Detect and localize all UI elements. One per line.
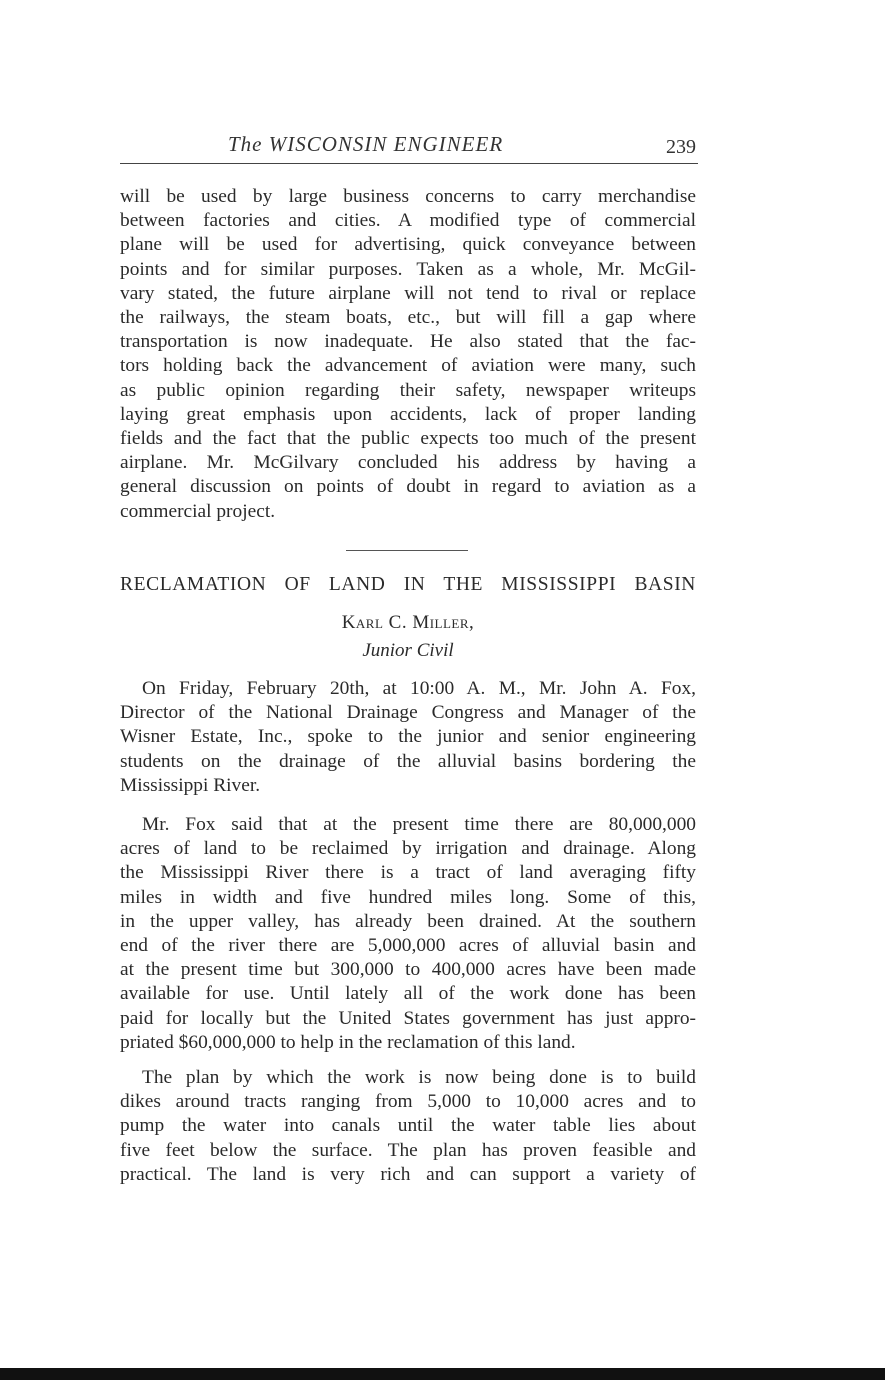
text-line: plane will be used for advertising, quick conveyance between <box>120 234 696 256</box>
text-line: students on the drainage of the alluvial basins bordering the <box>120 750 696 772</box>
text-line: pump the water into canals until the water table lies about <box>120 1115 696 1137</box>
text-line: laying great emphasis upon accidents, lack of proper landing <box>120 403 696 425</box>
text-line: dikes around tracts ranging from 5,000 to 10,000 acres and to <box>120 1091 696 1113</box>
text-line: as public opinion regarding their safety, newspaper writeups <box>120 379 696 401</box>
text-line: acres of land to be reclaimed by irrigation and drainage. Along <box>120 838 696 860</box>
article-paragraph-2 <box>120 813 696 1055</box>
text-line: Mississippi River. <box>120 774 261 796</box>
text-line: the Mississippi River there is a tract of land averaging fifty <box>120 862 696 884</box>
text-line: paid for locally but the United States government has just appro- <box>120 1007 696 1029</box>
text-line: The plan by which the work is now being done is to build <box>142 1067 696 1088</box>
intro-paragraph <box>120 185 696 524</box>
article-author: Karl C. Miller, <box>341 612 475 633</box>
text-line: priated $60,000,000 to help in the reclamation of this land. <box>120 1031 576 1053</box>
text-line: commercial project. <box>120 500 276 522</box>
text-line: between factories and cities. A modified type of commercial <box>120 210 696 232</box>
text-line: miles in width and five hundred miles long. Some of this, <box>120 886 696 908</box>
text-line: practical. The land is very rich and can support a variety of <box>120 1163 696 1185</box>
article-author-role: Junior Civil <box>362 640 454 661</box>
text-line: transportation is now inadequate. He also stated that the fac- <box>120 331 696 353</box>
text-line: end of the river there are 5,000,000 acres of alluvial basin and <box>120 935 696 957</box>
text-line: On Friday, February 20th, at 10:00 A. M., Mr. John A. Fox, <box>142 678 696 699</box>
text-line: airplane. Mr. McGilvary concluded his address by having a <box>120 452 696 474</box>
text-line: Mr. Fox said that at the present time there are 80,000,000 <box>142 814 696 835</box>
text-line: in the upper valley, has already been drained. At the southern <box>120 910 696 932</box>
text-line: fields and the fact that the public expects too much of the present <box>120 428 696 450</box>
article-title: RECLAMATION OF LAND IN THE MISSISSIPPI BASIN <box>120 574 696 595</box>
text-line: the railways, the steam boats, etc., but will fill a gap where <box>120 307 696 329</box>
header-rule <box>120 163 698 164</box>
text-line: general discussion on points of doubt in regard to aviation as a <box>120 476 696 498</box>
text-line: Director of the National Drainage Congress and Manager of the <box>120 702 696 724</box>
journal-title: The WISCONSIN ENGINEER <box>228 132 504 156</box>
article-paragraph-1 <box>120 677 696 798</box>
text-line: will be used by large business concerns to carry merchandise <box>120 186 696 207</box>
text-line: points and for similar purposes. Taken as a whole, Mr. McGil- <box>120 258 696 280</box>
page-number: 239 <box>666 136 696 158</box>
text-line: five feet below the surface. The plan has proven feasible and <box>120 1139 696 1161</box>
text-line: vary stated, the future airplane will not tend to rival or replace <box>120 282 696 304</box>
section-divider <box>346 550 468 551</box>
scan-bottom-edge <box>0 1368 885 1380</box>
text-line: tors holding back the advancement of aviation were many, such <box>120 355 696 377</box>
text-line: at the present time but 300,000 to 400,000 acres have been made <box>120 959 696 981</box>
text-line: available for use. Until lately all of the work done has been <box>120 983 696 1005</box>
article-paragraph-3 <box>120 1066 696 1187</box>
running-header <box>120 130 698 164</box>
text-line: Wisner Estate, Inc., spoke to the junior and senior engineering <box>120 726 696 748</box>
